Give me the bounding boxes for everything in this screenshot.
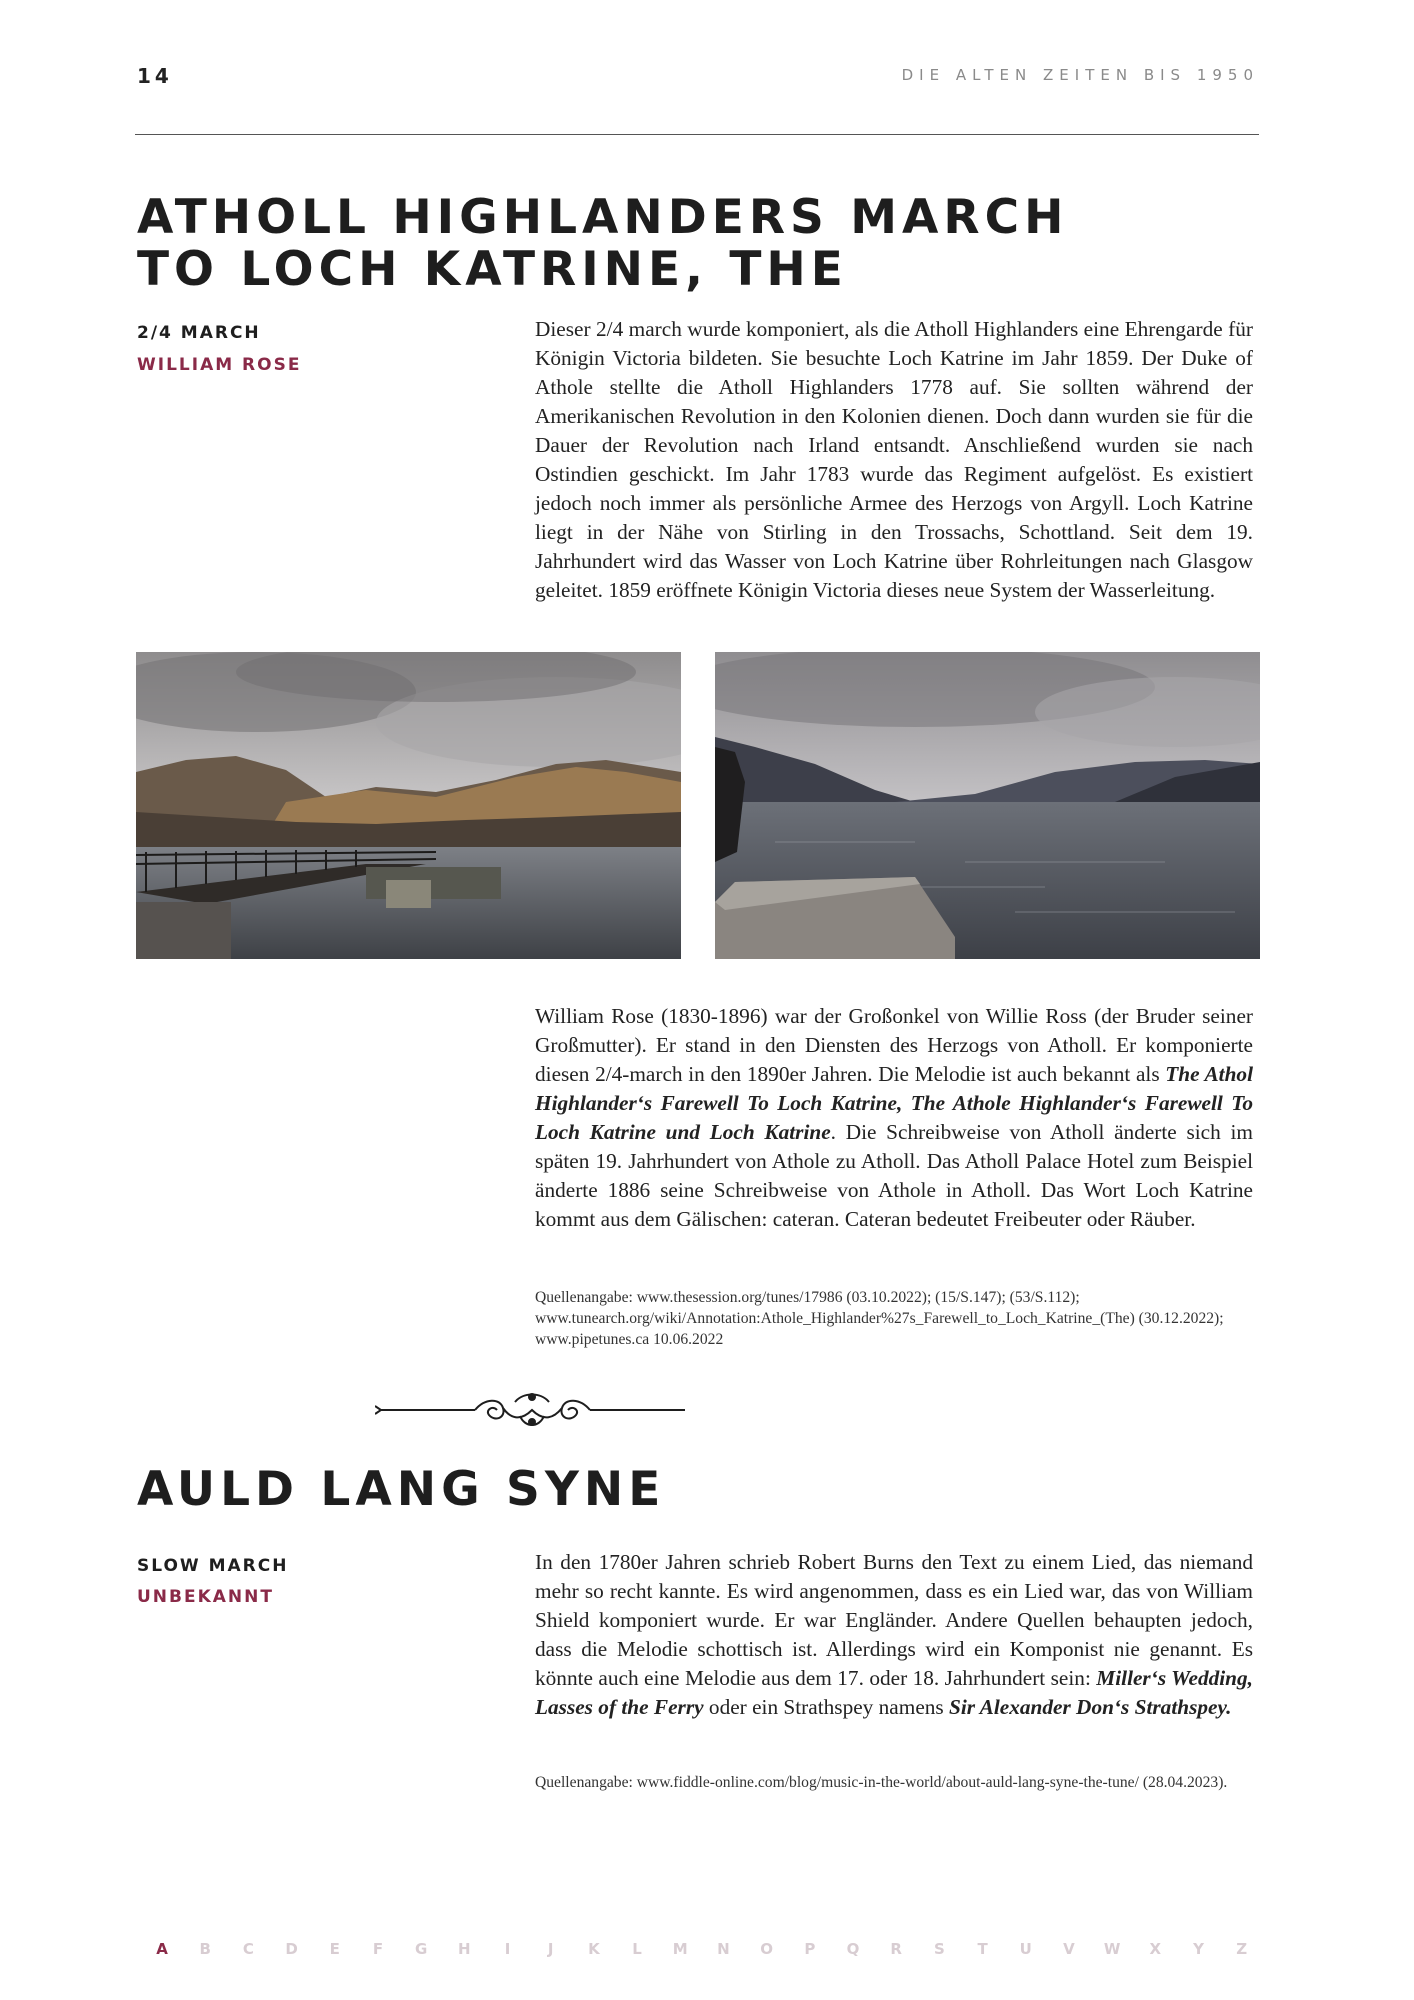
tune-description: Dieser 2/4 march wurde komponiert, als die Atholl Highlanders eine Ehrengarde für Königin Victoria bildeten. Sie besuchte Loch Katrine im Jahr 1859. Der Duke of Athole stellte die Atholl Highlanders 1778 auf. Sie sollten während der Amerikanischen Revolution in den Kolonien dienen. Doch dann wurden sie für die Dauer der Revolution nach Irland entsandt. Anschließend wurden sie nach Ostindien geschickt. Im Jahr 1783 wurde das Regiment aufgelöst. Es existiert jedoch noch immer als persönliche Armee des Herzogs von Argyll. Loch Katrine liegt in der Nähe von Stirling in den Trossachs, Schottland. Seit dem 19. Jahrhundert wird das Wasser von Loch Katrine über Rohrleitungen nach Glasgow geleitet. 1859 eröffnete Königin Victoria dieses neue System der Wasserleitung. — [535, 317, 1253, 602]
photo-loch-katrine-view — [715, 652, 1260, 959]
alphabet-letter-x[interactable]: X — [1149, 1940, 1162, 1958]
alphabet-letter-g[interactable]: G — [414, 1940, 428, 1958]
alphabet-letter-p[interactable]: P — [804, 1940, 816, 1958]
ornamental-divider-icon — [375, 1388, 690, 1432]
description-part-2: oder ein Strathspey namens — [703, 1695, 950, 1719]
page-number: 14 — [137, 64, 173, 88]
alphabet-letter-d[interactable]: D — [285, 1940, 298, 1958]
composer-text-part-1: William Rose (1830-1896) war der Großonkel von Willie Ross (der Bruder seiner Großmutter). Er stand in den Diensten des Herzogs von Atholl. Er komponierte diesen 2/4-march in den 1890er Jahren. Die Melodie ist auch bekannt als — [535, 1004, 1253, 1086]
alphabet-letter-i[interactable]: I — [504, 1940, 511, 1958]
alphabet-letter-o[interactable]: O — [760, 1940, 773, 1958]
tune-title — [137, 192, 1068, 296]
alphabet-letter-k[interactable]: K — [588, 1940, 600, 1958]
description-part-1: In den 1780er Jahren schrieb Robert Burns den Text zu einem Lied, das niemand mehr so recht kannte. Es wird angenommen, dass es ein Lied war, das von William Shield komponiert wurde. Er war Engländer. Andere Quellen behaupten jedoch, dass die Melodie schottisch ist. Allerdings wird ein Komponist nie genannt. Es könnte auch eine Melodie aus dem 17. oder 18. Jahrhundert sein: — [535, 1550, 1253, 1690]
alternate-tune-names: The Athol Highlander‘s Farewell To Loch Katrine, The Athole Highlander‘s Farewell To Loch Katrine und Loch Katrine — [535, 1062, 1254, 1144]
alphabet-letter-f[interactable]: F — [372, 1940, 384, 1958]
tune-title: AULD LANG SYNE — [137, 1462, 666, 1517]
alphabet-letter-n[interactable]: N — [717, 1940, 730, 1958]
tune-type: SLOW MARCH — [137, 1556, 289, 1576]
alphabet-index — [152, 1940, 1252, 1958]
alphabet-letter-w[interactable]: W — [1103, 1940, 1121, 1958]
alphabet-letter-a[interactable]: A — [156, 1940, 168, 1958]
related-tune-titles-1: Miller‘s Wedding, Lasses of the Ferry — [535, 1666, 1253, 1719]
photo-loch-katrine-pier — [136, 652, 681, 959]
alphabet-letter-v[interactable]: V — [1063, 1940, 1075, 1958]
tune-type: 2/4 MARCH — [137, 323, 261, 343]
tune-description — [535, 1548, 1253, 1722]
alphabet-letter-s[interactable]: S — [933, 1940, 945, 1958]
alphabet-letter-b[interactable]: B — [199, 1940, 211, 1958]
composer-text-part-2: . Die Schreibweise von Atholl änderte sich im späten 19. Jahrhundert von Athole zu Atholl. Das Atholl Palace Hotel zum Beispiel änderte 1886 seine Schreibweise von Athole in Atholl. Das Wort Loch Katrine kommt aus dem Gälischen: cateran. Cateran bedeutet Freibeuter oder Räuber. — [535, 1120, 1253, 1231]
header-rule — [135, 134, 1259, 135]
alphabet-letter-l[interactable]: L — [632, 1940, 642, 1958]
alphabet-letter-h[interactable]: H — [458, 1940, 471, 1958]
alphabet-letter-m[interactable]: M — [672, 1940, 688, 1958]
tune-sources: Quellenangabe: www.fiddle-online.com/blog/music-in-the-world/about-auld-lang-syne-the-tune/ (28.04.2023). — [535, 1774, 1228, 1791]
running-head: DIE ALTEN ZEITEN BIS 1950 — [901, 66, 1259, 84]
alphabet-letter-z[interactable]: Z — [1236, 1940, 1248, 1958]
alphabet-letter-c[interactable]: C — [242, 1940, 254, 1958]
tune-title-line-2: TO LOCH KATRINE, THE — [137, 242, 848, 297]
alphabet-letter-u[interactable]: U — [1019, 1940, 1032, 1958]
alphabet-letter-q[interactable]: Q — [846, 1940, 860, 1958]
alphabet-letter-r[interactable]: R — [890, 1940, 902, 1958]
composer-description — [535, 1002, 1253, 1234]
tune-composer: WILLIAM ROSE — [137, 355, 302, 375]
alphabet-letter-t[interactable]: T — [977, 1940, 988, 1958]
alphabet-letter-y[interactable]: Y — [1193, 1940, 1204, 1958]
alphabet-letter-e[interactable]: E — [329, 1940, 340, 1958]
related-tune-titles-2: Sir Alexander Don‘s Strathspey. — [949, 1695, 1232, 1719]
tune-composer: UNBEKANNT — [137, 1587, 274, 1607]
tune-title-line-1: ATHOLL HIGHLANDERS MARCH — [137, 190, 1069, 245]
alphabet-letter-j[interactable]: J — [547, 1940, 554, 1958]
tune-sources: Quellenangabe: www.thesession.org/tunes/17986 (03.10.2022); (15/S.147); (53/S.112); www.tunearch.org/wiki/Annotation:Athole_Highlander%27s_Farewell_to_Loch_Katrine_(The) (30.12.2022); www.pipetunes.ca 10.06.2022 — [535, 1289, 1224, 1348]
